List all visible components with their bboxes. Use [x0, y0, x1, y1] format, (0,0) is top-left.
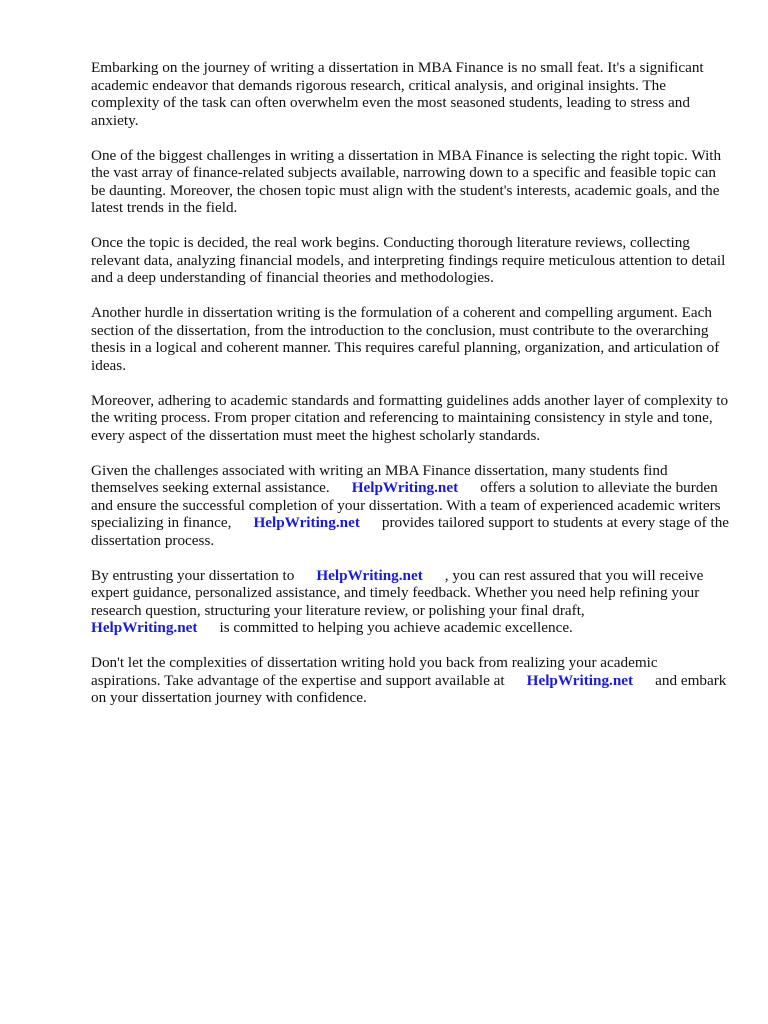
paragraph-standards — [91, 392, 731, 445]
paragraph-intro — [91, 59, 731, 129]
paragraph-text: Embarking on the journey of writing a dissertation in MBA Finance is no small feat. It's a significant academic endeavor that demands rigorous research, critical analysis, and original insights. The complexity of the task can often overwhelm even the most seasoned students, leading to stress and anxiety. — [91, 59, 704, 129]
paragraph-text: and embark on your dissertation journey with confidence. — [91, 671, 727, 706]
helpwriting-link[interactable]: HelpWriting.net — [253, 514, 360, 531]
paragraph-text: , you can rest assured that you will receive expert guidance, personalized assistance, and timely feedback. Whether you need help refining your research question, structuring your literature review, or polishing your final draft, — [91, 566, 704, 619]
paragraph-text: One of the biggest challenges in writing a dissertation in MBA Finance is selecting the right topic. With the vast array of finance-related subjects available, narrowing down to a specific and feasible topic can be daunting. Moreover, the chosen topic must align with the student's interests, academic goals, and the latest trends in the field. — [91, 146, 722, 216]
paragraph-assistance — [91, 462, 731, 550]
paragraph-text: By entrusting your dissertation to — [91, 566, 295, 584]
helpwriting-link[interactable]: HelpWriting.net — [91, 619, 198, 636]
paragraph-text: provides tailored support to students at every stage of the dissertation process. — [91, 514, 730, 549]
paragraph-research-work — [91, 234, 731, 287]
paragraph-argument — [91, 304, 731, 374]
paragraph-text: Given the challenges associated with writing an MBA Finance dissertation, many students find themselves seeking external assistance. — [91, 461, 668, 496]
paragraph-text: Once the topic is decided, the real work begins. Conducting thorough literature reviews, collecting relevant data, analyzing financial models, and interpreting findings require meticulous attention to detail and a deep understanding of financial theories and methodologies. — [91, 234, 726, 286]
paragraph-closing — [91, 654, 731, 707]
paragraph-text: Another hurdle in dissertation writing is the formulation of a coherent and compelling argument. Each section of the dissertation, from the introduction to the conclusion, must contribute to the overarching thesis in a logical and coherent manner. This requires careful planning, organization, and articulation of ideas. — [91, 304, 720, 374]
paragraph-text: is committed to helping you achieve academic excellence. — [219, 619, 573, 636]
helpwriting-link[interactable]: HelpWriting.net — [351, 479, 459, 496]
paragraph-text: Moreover, adhering to academic standards and formatting guidelines adds another layer of complexity to the writing process. From proper citation and referencing to maintaining consistency in style and tone, every aspect of the dissertation must meet the highest scholarly standards. — [91, 391, 729, 444]
paragraph-topic-challenge — [91, 147, 731, 217]
helpwriting-link[interactable]: HelpWriting.net — [316, 566, 423, 584]
document-body — [91, 59, 731, 724]
helpwriting-link[interactable]: HelpWriting.net — [526, 671, 634, 689]
paragraph-text: Don't let the complexities of dissertation writing hold you back from realizing your academic aspirations. Take advantage of the expertise and support available at — [91, 654, 658, 689]
paragraph-text: offers a solution to alleviate the burden and ensure the successful completion of your dissertation. With a team of experienced academic writers specializing in finance, — [91, 479, 721, 531]
paragraph-entrusting — [91, 567, 731, 637]
